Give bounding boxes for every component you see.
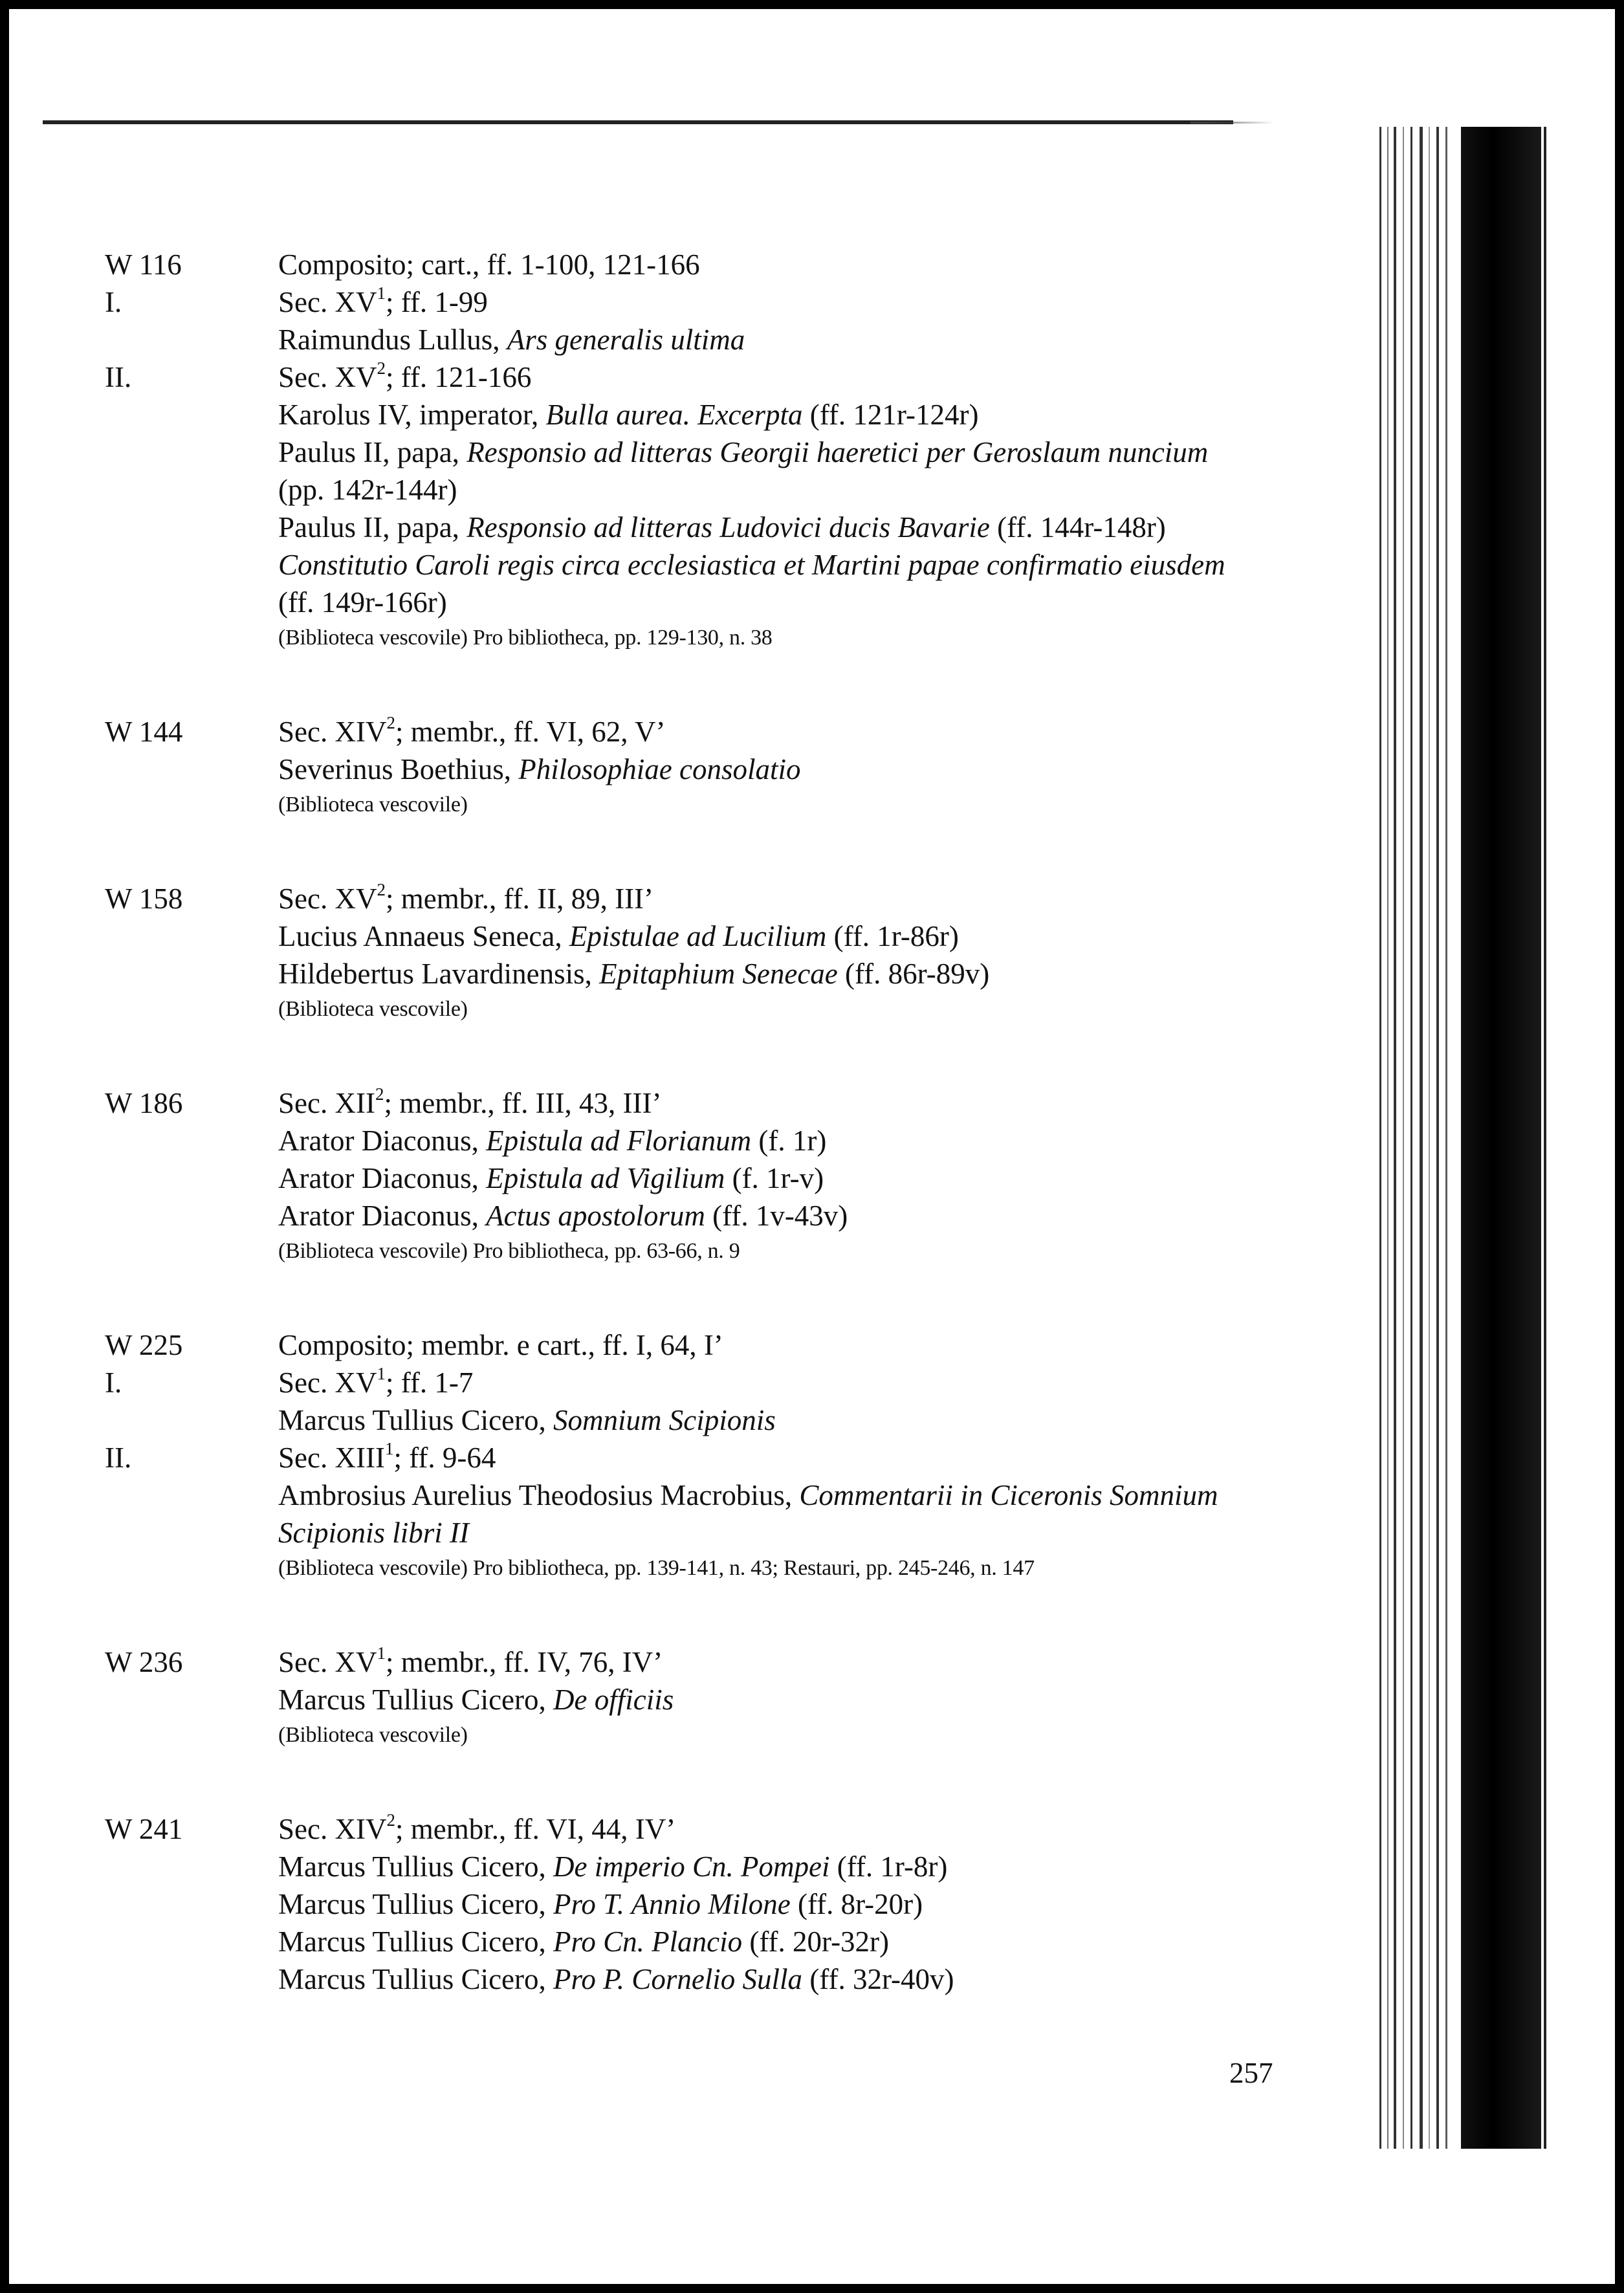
entry-text (278, 509, 1308, 546)
shelfmark: II. (105, 361, 132, 393)
entry-line (105, 1885, 1308, 1923)
text-run: (Biblioteca vescovile) Pro bibliotheca, pp. 129-130, n. 38 (278, 626, 773, 650)
entry-line (105, 433, 1308, 471)
entry-line (105, 283, 1308, 321)
text-run: Ambrosius Aurelius Theodosius Macrobius, (278, 1479, 800, 1511)
entry-line (105, 321, 1308, 358)
text-run: (Biblioteca vescovile) (278, 1723, 468, 1747)
text-run: Marcus Tullius Cicero, (278, 1850, 554, 1883)
shelfmark: W 144 (105, 716, 183, 748)
entry-text (278, 1122, 1308, 1159)
text-run: Arator Diaconus, (278, 1200, 487, 1232)
century-part-superscript: 1 (377, 1363, 386, 1383)
entry-text (278, 1960, 1308, 1998)
text-run: (ff. 32r-40v) (802, 1963, 954, 1995)
text-run: Sec. XIV (278, 716, 387, 748)
century-part-superscript: 1 (384, 1438, 394, 1458)
work-title: Responsio ad litteras Ludovici ducis Bavarie (466, 511, 990, 543)
entry-line (105, 1923, 1308, 1960)
text-run: (Biblioteca vescovile) (278, 997, 468, 1021)
shelfmark: W 241 (105, 1813, 183, 1845)
work-title: Pro Cn. Plancio (553, 1925, 743, 1958)
shelfmark: II. (105, 1442, 132, 1474)
work-title: Actus apostolorum (486, 1200, 705, 1232)
entry-text (278, 993, 1308, 1026)
entry-text (278, 1364, 1308, 1401)
text-run: ; membr., ff. III, 43, III’ (384, 1087, 662, 1119)
entry-text (278, 283, 1308, 321)
entry-line (105, 713, 1308, 751)
text-run: Sec. XV (278, 286, 377, 318)
catalog-entry (105, 1643, 1308, 1752)
entry-line (105, 880, 1308, 917)
text-run: (Biblioteca vescovile) Pro bibliotheca, pp. 63-66, n. 9 (278, 1239, 740, 1263)
text-run: (pp. 142r-144r) (278, 474, 457, 506)
entry-line (105, 1084, 1308, 1122)
catalog-entry (105, 1326, 1308, 1585)
entry-line (105, 1848, 1308, 1885)
entry-line (105, 955, 1308, 993)
text-run: (ff. 121r-124r) (802, 399, 979, 431)
entry-note (105, 1552, 1308, 1585)
work-title: De imperio Cn. Pompei (553, 1850, 830, 1883)
entry-text (278, 1159, 1308, 1197)
text-run: (Biblioteca vescovile) (278, 793, 468, 817)
entry-text (278, 1439, 1308, 1476)
century-part-superscript: 2 (386, 712, 395, 732)
entry-line (105, 1514, 1308, 1552)
work-title: De officiis (553, 1684, 674, 1716)
entry-text (278, 1476, 1308, 1514)
entry-note (105, 1718, 1308, 1752)
entry-text (278, 621, 1308, 655)
catalog-entry (105, 880, 1308, 1026)
text-run: (ff. 1r-86r) (826, 920, 959, 952)
entry-line (105, 751, 1308, 788)
text-run: Composito; cart., ff. 1-100, 121-166 (278, 248, 700, 281)
century-part-superscript: 1 (377, 283, 386, 303)
entry-note (105, 788, 1308, 822)
entry-text (278, 358, 1308, 396)
text-run: Severinus Boethius, (278, 753, 519, 785)
text-run: Sec. XII (278, 1087, 375, 1119)
text-run: ; membr., ff. VI, 62, V’ (395, 716, 666, 748)
entry-line (105, 584, 1308, 621)
entry-text (278, 1810, 1308, 1848)
entry-line (105, 246, 1308, 283)
text-run: Sec. XIII (278, 1442, 385, 1474)
text-run: (ff. 144r-148r) (989, 511, 1166, 543)
entry-line (105, 546, 1308, 584)
text-run: Hildebertus Lavardinensis, (278, 958, 600, 990)
work-title: Epistula ad Florianum (486, 1125, 752, 1157)
entry-line (105, 396, 1308, 433)
catalog-entry (105, 1084, 1308, 1268)
catalog-entries (105, 246, 1308, 2056)
text-run: Sec. XIV (278, 1813, 387, 1845)
entry-text (278, 713, 1308, 751)
shelfmark: W 236 (105, 1646, 183, 1678)
entry-text (278, 1326, 1308, 1364)
text-run: Paulus II, papa, (278, 436, 467, 468)
page-edge-line (1544, 127, 1546, 2149)
text-run: ; ff. 1-99 (385, 286, 488, 318)
entry-note (105, 1234, 1308, 1268)
entry-text (278, 546, 1308, 584)
entry-text (278, 1197, 1308, 1234)
text-run: Arator Diaconus, (278, 1125, 487, 1157)
entry-line (105, 1364, 1308, 1401)
entry-text (278, 1718, 1308, 1752)
text-run: ; ff. 121-166 (385, 361, 532, 393)
entry-text (278, 880, 1308, 917)
catalog-entry (105, 713, 1308, 822)
entry-text (278, 584, 1308, 621)
text-run: Marcus Tullius Cicero, (278, 1963, 554, 1995)
text-run: Paulus II, papa, (278, 511, 467, 543)
entry-line (105, 471, 1308, 509)
work-title: Somnium Scipionis (553, 1404, 776, 1436)
text-run: ; ff. 9-64 (393, 1442, 496, 1474)
work-title: Responsio ad litteras Georgii haeretici per Geroslaum nuncium (466, 436, 1209, 468)
shelfmark: W 158 (105, 883, 183, 915)
text-run: (ff. 149r-166r) (278, 586, 447, 619)
text-run: (Biblioteca vescovile) Pro bibliotheca, pp. 139-141, n. 43; Restauri, pp. 245-246, n. 147 (278, 1556, 1035, 1580)
century-part-superscript: 2 (386, 1810, 395, 1830)
page-edge-shadow (1461, 127, 1541, 2149)
entry-line (105, 1643, 1308, 1681)
work-title: Epistulae ad Lucilium (569, 920, 827, 952)
entry-line (105, 1197, 1308, 1234)
work-title: Epitaphium Senecae (599, 958, 838, 990)
work-title: Philosophiae consolatio (518, 753, 801, 785)
text-run: Lucius Annaeus Seneca, (278, 920, 569, 952)
text-run: Marcus Tullius Cicero, (278, 1684, 554, 1716)
entry-text (278, 1681, 1308, 1718)
entry-text (278, 246, 1308, 283)
text-run: Marcus Tullius Cicero, (278, 1888, 554, 1920)
entry-note (105, 993, 1308, 1026)
text-run: Sec. XV (278, 1646, 377, 1678)
entry-text (278, 955, 1308, 993)
entry-text (278, 1084, 1308, 1122)
entry-text (278, 396, 1308, 433)
shelfmark: I. (105, 1366, 122, 1399)
entry-text (278, 1643, 1308, 1681)
entry-text (278, 917, 1308, 955)
work-title: Ars generalis ultima (507, 324, 745, 356)
entry-line (105, 358, 1308, 396)
entry-line (105, 917, 1308, 955)
text-run: Karolus IV, imperator, (278, 399, 546, 431)
text-run: Marcus Tullius Cicero, (278, 1404, 554, 1436)
text-run: ; ff. 1-7 (385, 1366, 474, 1399)
text-run: (f. 1r-v) (725, 1162, 824, 1194)
entry-line (105, 1960, 1308, 1998)
text-run: (ff. 20r-32r) (742, 1925, 890, 1958)
text-run: Marcus Tullius Cicero, (278, 1925, 554, 1958)
shelfmark: I. (105, 286, 122, 318)
text-run: Sec. XV (278, 883, 377, 915)
text-run: (ff. 86r-89v) (837, 958, 990, 990)
catalog-entry (105, 246, 1308, 655)
header-rule (43, 120, 1233, 124)
work-title: Pro P. Cornelio Sulla (553, 1963, 803, 1995)
entry-text (278, 1234, 1308, 1268)
entry-line (105, 1159, 1308, 1197)
entry-text (278, 1514, 1308, 1552)
work-title: Scipionis libri II (278, 1517, 469, 1549)
entry-line (105, 1122, 1308, 1159)
century-part-superscript: 2 (377, 879, 386, 899)
century-part-superscript: 2 (377, 358, 386, 378)
entry-text (278, 1885, 1308, 1923)
entry-line (105, 1326, 1308, 1364)
work-title: Epistula ad Vigilium (486, 1162, 725, 1194)
entry-line (105, 1681, 1308, 1718)
shelfmark: W 225 (105, 1329, 183, 1361)
text-run: Raimundus Lullus, (278, 324, 507, 356)
work-title: Pro T. Annio Milone (553, 1888, 791, 1920)
text-run: ; membr., ff. VI, 44, IV’ (395, 1813, 676, 1845)
entry-text (278, 1923, 1308, 1960)
work-title: Constitutio Caroli regis circa ecclesiastica et Martini papae confirmatio eiusdem (278, 549, 1225, 581)
century-part-superscript: 1 (377, 1643, 386, 1663)
entry-text (278, 1401, 1308, 1439)
entry-line (105, 1439, 1308, 1476)
text-run: (ff. 1v-43v) (705, 1200, 848, 1232)
entry-line (105, 1401, 1308, 1439)
text-run: ; membr., ff. II, 89, III’ (385, 883, 654, 915)
work-title: Bulla aurea. Excerpta (545, 399, 803, 431)
entry-text (278, 751, 1308, 788)
entry-line (105, 1476, 1308, 1514)
entry-text (278, 321, 1308, 358)
text-run: Sec. XV (278, 1366, 377, 1399)
entry-note (105, 621, 1308, 655)
text-run: ; membr., ff. IV, 76, IV’ (385, 1646, 663, 1678)
entry-text (278, 1848, 1308, 1885)
text-run: (f. 1r) (751, 1125, 827, 1157)
entry-text (278, 788, 1308, 822)
text-run: (ff. 1r-8r) (829, 1850, 948, 1883)
catalog-entry (105, 1810, 1308, 1998)
shelfmark: W 116 (105, 248, 182, 281)
work-title: Commentarii in Ciceronis Somnium (799, 1479, 1218, 1511)
text-run: (ff. 8r-20r) (790, 1888, 923, 1920)
entry-line (105, 509, 1308, 546)
shelfmark: W 186 (105, 1087, 183, 1119)
text-run: Sec. XV (278, 361, 377, 393)
entry-line (105, 1810, 1308, 1848)
text-run: Composito; membr. e cart., ff. I, 64, I’ (278, 1329, 723, 1361)
header-rule-fade (1191, 122, 1275, 124)
entry-text (278, 433, 1308, 471)
entry-text (278, 471, 1308, 509)
text-run: Arator Diaconus, (278, 1162, 487, 1194)
entry-text (278, 1552, 1308, 1585)
page-number: 257 (1229, 2057, 1273, 2089)
century-part-superscript: 2 (375, 1084, 384, 1104)
